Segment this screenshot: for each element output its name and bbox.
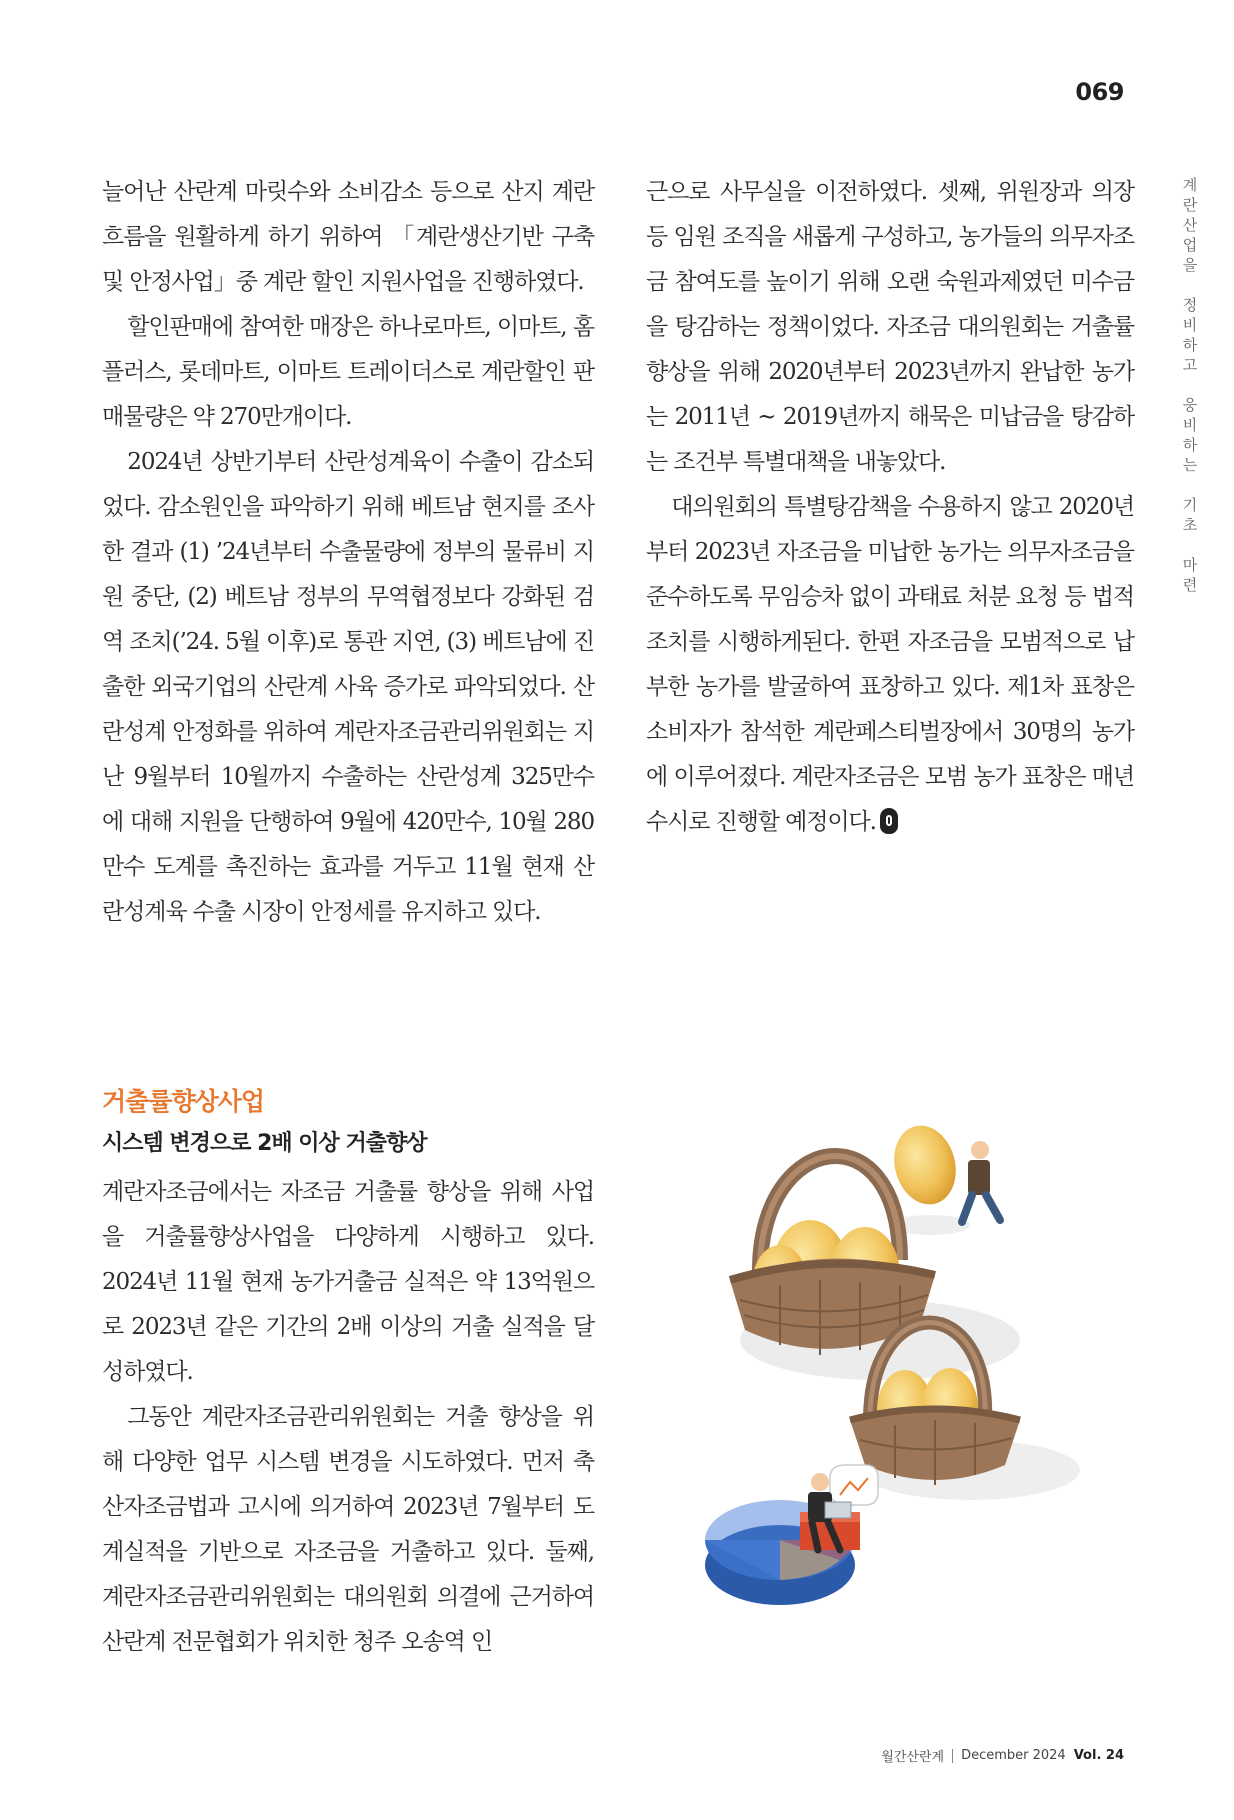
side-title-char: 는 — [1182, 456, 1198, 474]
side-title-char: 마 — [1182, 556, 1198, 574]
person-head — [971, 1141, 989, 1159]
laptop-icon — [825, 1502, 851, 1518]
paragraph: 늘어난 산란계 마릿수와 소비감소 등으로 산지 계란흐름을 원활하게 하기 위하여 「계란생산기반 구축 및 안정사업」중 계란 할인 지원사업을 진행하였다. — [102, 179, 594, 295]
side-title-char: 하 — [1182, 436, 1198, 454]
section-subheading: 시스템 변경으로 2배 이상 거출향상 — [102, 1131, 427, 1156]
side-title-char: 업 — [1182, 236, 1198, 254]
paragraph: 그동안 계란자조금관리위원회는 거출 향상을 위해 다양한 업무 시스템 변경을 시도하였다. 먼저 축산자조금법과 고시에 의거하여 2023년 7월부터 도계실적을 기반으로 자조금을 거출하고 있다. 둘째, 계란자조금관리위원회는 대의원회 의결에 근거하여 산란계 전문협회가 위치한 청주 오송역 인 — [102, 1404, 594, 1655]
paragraph-with-end-mark — [646, 485, 1134, 845]
side-title-char: 계 — [1182, 176, 1198, 194]
egg-basket-illustration — [700, 1110, 1140, 1630]
person-legs — [962, 1195, 1000, 1222]
magazine-name: 월간산란계 — [881, 1750, 945, 1765]
section-heading: 거출률향상사업 — [102, 1087, 265, 1116]
page-number: 069 — [1075, 78, 1124, 106]
footer-divider — [952, 1749, 953, 1763]
paragraph: 2024년 상반기부터 산란성계육이 수출이 감소되었다. 감소원인을 파악하기 위해 베트남 현지를 조사한 결과 (1) ’24년부터 수출물량에 정부의 물류비 지원 중단, (2) 베트남 정부의 무역협정보다 강화된 검역 조치(’24. 5월 이후)로 통관 지연, (3) 베트남에 진출한 외국기업의 산란계 사육 증가로 파악되었다. 산란성계 안정화를 위하여 계란자조금관리위원회는 지난 9월부터 10월까지 수출하는 산란성계 325만수에 대해 지원을 단행하여 9월에 420만수, 10월 280만수 도계를 촉진하는 효과를 거두고 11월 현재 산란성계육 수출 시장이 안정세를 유지하고 있다. — [102, 449, 594, 925]
page-footer — [881, 1746, 1124, 1765]
side-title-char: 산 — [1182, 216, 1198, 234]
paragraph-text: 대의원회의 특별탕감책을 수용하지 않고 2020년부터 2023년 자조금을 미납한 농가는 의무자조금을 준수하도록 무임승차 없이 과태료 처분 요청 등 법적조치를 시행하게된다. 한편 자조금을 모범적으로 납부한 농가를 발굴하여 표창하고 있다. 제1차 표창은 소비자가 참석한 계란페스티벌장에서 30명의 농가에 이루어졌다. 계란자조금은 모범 농가 표창은 매년 수시로 진행할 예정이다. — [646, 494, 1134, 835]
side-title-char: 웅 — [1182, 396, 1198, 414]
side-title-char: 비 — [1182, 416, 1198, 434]
right-column — [646, 170, 1134, 845]
volume-number: Vol. 24 — [1073, 1748, 1124, 1763]
side-title-char: 초 — [1182, 516, 1198, 534]
paragraph: 할인판매에 참여한 매장은 하나로마트, 이마트, 홈플러스, 롯데마트, 이마트 트레이더스로 계란할인 판매물량은 약 270만개이다. — [102, 314, 594, 430]
left-column-bottom — [102, 1170, 594, 1665]
article-end-icon — [880, 808, 898, 834]
person-body — [968, 1160, 990, 1195]
person-head — [811, 1473, 829, 1491]
paragraph: 계란자조금에서는 자조금 거출률 향상을 위해 사업을 거출률향상사업을 다양하게 시행하고 있다. 2024년 11월 현재 농가거출금 실적은 약 13억원으로 2023년 같은 기간의 2배 이상의 거출 실적을 달성하였다. — [102, 1179, 594, 1385]
side-title-char: 을 — [1182, 256, 1198, 274]
side-title-char: 련 — [1182, 576, 1198, 594]
side-title-char: 기 — [1182, 496, 1198, 514]
side-title-char: 란 — [1182, 196, 1198, 214]
side-title-char: 정 — [1182, 296, 1198, 314]
side-title-char: 고 — [1182, 356, 1198, 374]
side-title-char: 하 — [1182, 336, 1198, 354]
issue-date: December 2024 — [961, 1748, 1066, 1763]
paragraph: 근으로 사무실을 이전하였다. 셋째, 위원장과 의장 등 임원 조직을 새롭게 구성하고, 농가들의 의무자조금 참여도를 높이기 위해 오랜 숙원과제였던 미수금을 탕감하는 정책이었다. 자조금 대의원회는 거출률 향상을 위해 2020년부터 2023년까지 완납한 농가는 2011년 ~ 2019년까지 해묵은 미납금을 탕감하는 조건부 특별대책을 내놓았다. — [646, 179, 1134, 475]
left-column-top — [102, 170, 594, 935]
side-title-char: 비 — [1182, 316, 1198, 334]
side-section-title — [1176, 176, 1204, 596]
